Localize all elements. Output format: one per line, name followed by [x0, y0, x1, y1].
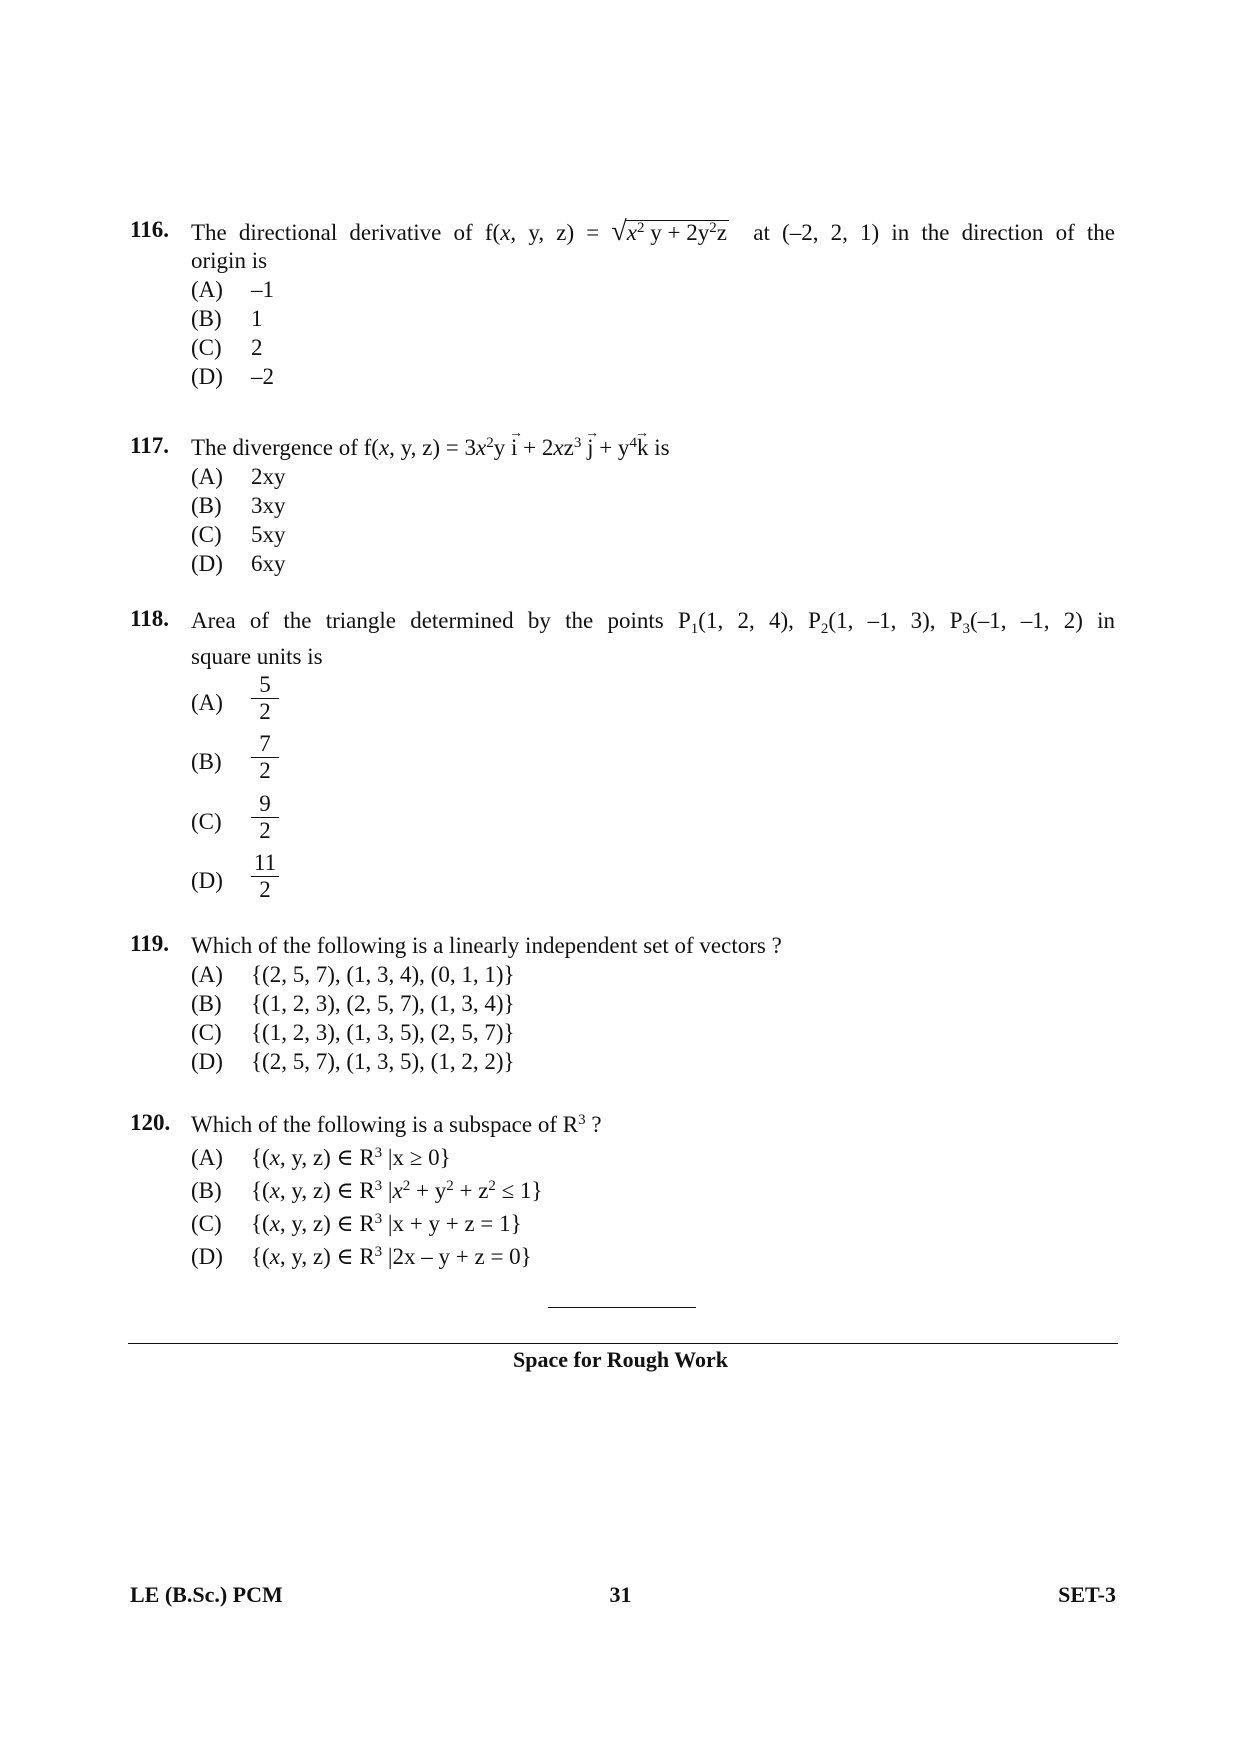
question-number: 116. [130, 217, 169, 242]
question-number: 120. [130, 1110, 171, 1135]
option-d: (D) {(x, y, z) ∈ $R^3$ |2x – y + z = 0} [191, 1244, 532, 1269]
option-d: (D) {(2, 5, 7), (1, 3, 5), (1, 2, 2)} [191, 1049, 515, 1074]
section-end-rule [548, 1307, 696, 1308]
option-a: (A) {(x, y, z) ∈ $R^3$ |x ≥ 0} [191, 1145, 451, 1170]
fraction: $\frac{5}{2}$ [251, 672, 279, 725]
question-number: 118. [130, 606, 169, 631]
question-text-line2: square units is [191, 644, 323, 669]
option-a: (A) 2xy [191, 464, 286, 489]
question-text-line2: origin is [191, 248, 268, 273]
footer-exam-code: LE (B.Sc.) PCM [130, 1582, 283, 1607]
unit-vector-j: → j [587, 433, 593, 462]
question-number: 117. [130, 433, 169, 458]
rough-work-heading: Space for Rough Work [513, 1347, 728, 1372]
question-number: 119. [130, 931, 169, 956]
fraction: $\frac{11}{2}$ [251, 850, 279, 903]
option-a: (A) {(2, 5, 7), (1, 3, 4), (0, 1, 1)} [191, 962, 515, 987]
fraction: $\frac{7}{2}$ [251, 731, 279, 784]
footer-page-number: 31 [609, 1582, 632, 1607]
option-a: (A) –1 [191, 277, 274, 302]
unit-vector-k: → k [637, 433, 649, 462]
option-b: (B) {(1, 2, 3), (2, 5, 7), (1, 3, 4)} [191, 991, 515, 1016]
question-text: Which of the following is a linearly independent set of vectors ? [191, 933, 782, 958]
rough-work-divider [128, 1343, 1118, 1344]
option-c: (C) 2 [191, 335, 263, 360]
option-d: (D) –2 [191, 364, 274, 389]
question-text: The directional derivative of f(x, y, $z) = √x^2$ $y + 2y^2z$ at (–2, 2, 1) in the direction of the [191, 216, 1115, 247]
unit-vector-i: → i [511, 433, 517, 462]
question-text: Which of the following is a subspace of $R^3$ ? [191, 1112, 602, 1137]
fraction: $\frac{9}{2}$ [251, 791, 279, 844]
option-c: (C) {(1, 2, 3), (1, 3, 5), (2, 5, 7)} [191, 1020, 515, 1045]
option-c: (C) 5xy [191, 522, 286, 547]
question-text: Area of the triangle determined by the points $P_1(1$, 2, 4), $P_2(1$, –1, 3), $P_3(-1$, –1, 2) in [191, 608, 1115, 637]
option-b: (B) 1 [191, 306, 263, 331]
question-text: The divergence of f(x, y, $z) = 3x^2y \to i + 2xz^3 \to j + y^4\to k$ is [191, 433, 1115, 462]
footer-set-label: SET-3 [1058, 1582, 1116, 1607]
option-b: (B) {(x, y, z) ∈ $R^3$ $|x^2 + y^2 + z^2 \le 1$} [191, 1178, 543, 1203]
option-b: (B) 3xy [191, 493, 286, 518]
option-c: (C) {(x, y, z) ∈ $R^3$ |x + y + z = 1} [191, 1211, 522, 1236]
square-root: $√x^2$ $y + 2y^2z$ [611, 216, 727, 247]
option-d: (D) 6xy [191, 551, 286, 576]
